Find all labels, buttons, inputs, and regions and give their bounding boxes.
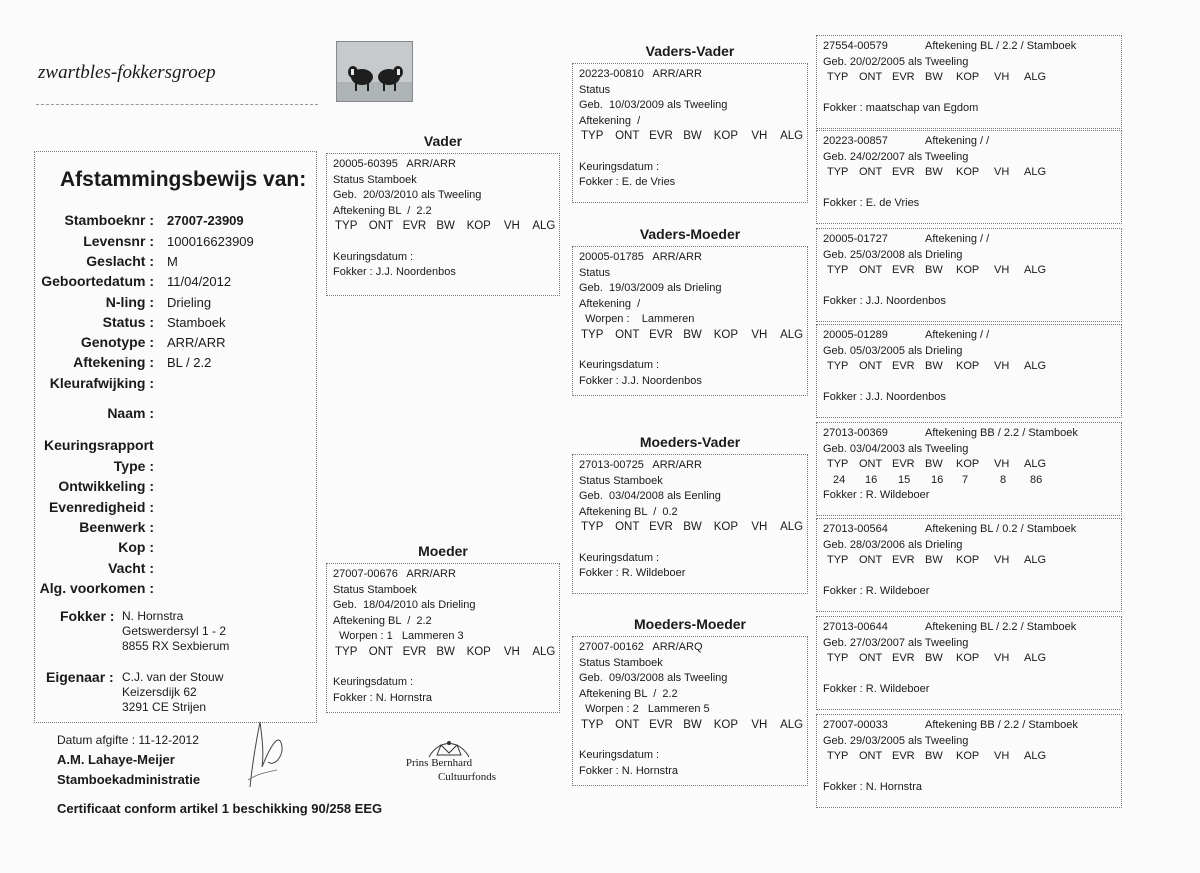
score-header: KOP bbox=[956, 71, 980, 83]
field-label: Kleurafwijking : bbox=[49, 375, 154, 391]
score-header: BW bbox=[683, 328, 702, 341]
pedigree-card bbox=[572, 246, 808, 396]
score-header: BW bbox=[925, 360, 943, 372]
keuring-label: Type : bbox=[113, 458, 154, 474]
field-value: ARR/ARR bbox=[167, 335, 226, 350]
score-header: KOP bbox=[466, 220, 491, 232]
score-header: ALG bbox=[532, 645, 556, 658]
pedigree-card bbox=[572, 454, 808, 594]
ggp-id-row bbox=[823, 232, 1121, 248]
ggp-aftekening: Aftekening / / bbox=[925, 329, 990, 341]
field-label: Aftekening : bbox=[73, 354, 154, 370]
card-line: Status bbox=[579, 83, 611, 96]
keuring-label: Alg. voorkomen : bbox=[39, 580, 154, 596]
card-line: Fokker : R. Wildeboer bbox=[579, 567, 686, 579]
score-header: TYP bbox=[581, 521, 604, 533]
eigenaar-label: Eigenaar : bbox=[46, 669, 114, 685]
ggp-id: 27007-00033 bbox=[823, 719, 888, 731]
score-header: ALG bbox=[780, 521, 804, 533]
score-header: ALG bbox=[1024, 264, 1047, 276]
card-line: Fokker : E. de Vries bbox=[579, 176, 676, 188]
keuring-label: Kop : bbox=[118, 539, 154, 555]
score-header: KOP bbox=[956, 360, 980, 372]
ggp-id-row bbox=[823, 620, 1121, 636]
ggp-id: 20223-00857 bbox=[823, 135, 888, 147]
score-header: VH bbox=[503, 645, 520, 658]
score-header: EVR bbox=[892, 166, 915, 178]
card-line: Aftekening / bbox=[579, 297, 641, 310]
card-line: Fokker : J.J. Noordenbos bbox=[333, 266, 456, 278]
score-header: VH bbox=[751, 130, 768, 142]
card-line: Aftekening BL / 2.2 bbox=[333, 204, 432, 217]
ggp-aftekening: Aftekening BL / 2.2 / Stamboek bbox=[925, 621, 1077, 633]
card-line: Keuringsdatum : bbox=[579, 359, 660, 371]
score-header: BW bbox=[925, 458, 943, 470]
score-value: 7 bbox=[962, 473, 969, 486]
score-header: ALG bbox=[1024, 71, 1047, 83]
stamp-line1: Prins Bernhard bbox=[405, 757, 473, 769]
pedigree-card bbox=[572, 636, 808, 786]
administrator-name: A.M. Lahaye-Meijer bbox=[57, 752, 175, 767]
score-header: TYP bbox=[335, 220, 358, 232]
score-header: TYP bbox=[581, 328, 604, 341]
keuring-label: Vacht : bbox=[108, 560, 154, 576]
score-header: VH bbox=[751, 521, 768, 533]
fokker-label: Fokker : bbox=[60, 608, 115, 624]
score-header: ALG bbox=[780, 130, 804, 142]
score-header: EVR bbox=[892, 264, 915, 276]
stamp-line2: Cultuurfonds bbox=[437, 771, 497, 783]
card-line: Aftekening / bbox=[579, 114, 641, 127]
score-header: VH bbox=[994, 750, 1010, 762]
score-header: ONT bbox=[859, 264, 883, 276]
ggp-fokker: Fokker : E. de Vries bbox=[823, 196, 920, 209]
ggp-id-row bbox=[823, 328, 1121, 344]
naam-label: Naam : bbox=[107, 405, 154, 421]
score-header-row bbox=[823, 70, 1121, 86]
ggp-id: 27013-00644 bbox=[823, 621, 888, 633]
keuring-label: Ontwikkeling : bbox=[58, 478, 154, 494]
ggp-id: 27013-00564 bbox=[823, 523, 888, 535]
score-header: ONT bbox=[859, 554, 883, 566]
field-label: Stamboeknr : bbox=[64, 212, 154, 228]
score-header: ALG bbox=[780, 718, 804, 731]
card-line: Worpen : Lammeren bbox=[579, 313, 695, 325]
ggp-id-row bbox=[823, 134, 1121, 150]
field-label: Levensnr : bbox=[83, 233, 154, 249]
score-header-row bbox=[823, 749, 1121, 765]
score-header: ALG bbox=[1024, 554, 1047, 566]
ggp-aftekening: Aftekening / / bbox=[925, 135, 990, 147]
ggp-fokker: Fokker : R. Wildeboer bbox=[823, 489, 930, 501]
card-line bbox=[333, 660, 559, 675]
cultuurfonds-stamp bbox=[394, 735, 509, 805]
ggp-id-row bbox=[823, 39, 1121, 55]
signature-icon bbox=[242, 712, 292, 797]
card-line bbox=[579, 343, 807, 358]
field-label: N-ling : bbox=[105, 294, 154, 310]
score-header: ONT bbox=[368, 220, 394, 232]
score-header: BW bbox=[925, 554, 943, 566]
fokker-line: N. Hornstra bbox=[122, 609, 184, 623]
ggp-fokker: Fokker : J.J. Noordenbos bbox=[823, 390, 946, 403]
score-value: 16 bbox=[931, 473, 944, 486]
generation-title: Vaders-Moeder bbox=[639, 226, 741, 242]
score-header: VH bbox=[503, 220, 520, 232]
ggp-fokker: Fokker : maatschap van Egdom bbox=[823, 101, 979, 114]
card-line: Status bbox=[579, 266, 611, 279]
ggp-id: 20005-01289 bbox=[823, 329, 888, 341]
score-header: ALG bbox=[1024, 458, 1047, 470]
score-header-row bbox=[333, 219, 559, 235]
ggp-aftekening: Aftekening BL / 2.2 / Stamboek bbox=[925, 40, 1077, 52]
eigenaar-address bbox=[122, 670, 223, 715]
ggp-geboorte: Geb. 24/02/2007 als Tweeling bbox=[823, 150, 969, 163]
score-header: KOP bbox=[956, 166, 980, 178]
card-line bbox=[579, 145, 807, 160]
score-value-row bbox=[823, 375, 1121, 390]
sheep-logo bbox=[336, 41, 413, 102]
keuring-label: Evenredigheid : bbox=[48, 499, 154, 515]
card-line: Status Stamboek bbox=[579, 656, 663, 669]
score-header-row bbox=[579, 718, 807, 734]
score-header: KOP bbox=[956, 750, 980, 762]
great-grandparent-card bbox=[816, 518, 1122, 612]
score-value-row bbox=[823, 569, 1121, 584]
card-line: Geb. 18/04/2010 als Drieling bbox=[333, 599, 476, 611]
score-header: ONT bbox=[859, 652, 883, 664]
score-header: VH bbox=[994, 360, 1010, 372]
score-header: ONT bbox=[859, 71, 883, 83]
score-header: TYP bbox=[827, 71, 849, 83]
ggp-geboorte: Geb. 25/03/2008 als Drieling bbox=[823, 248, 963, 261]
field-label: Geboortedatum : bbox=[41, 273, 154, 289]
ggp-id-row bbox=[823, 718, 1121, 734]
score-header: VH bbox=[751, 718, 768, 731]
card-line: 27007-00676 ARR/ARR bbox=[333, 568, 456, 580]
score-value-row bbox=[823, 279, 1121, 294]
score-header: TYP bbox=[827, 458, 849, 470]
ggp-geboorte: Geb. 20/02/2005 als Tweeling bbox=[823, 55, 969, 68]
field-label: Geslacht : bbox=[86, 253, 154, 269]
ggp-id: 27013-00369 bbox=[823, 427, 888, 439]
page-title: Afstammingsbewijs van: bbox=[60, 168, 307, 191]
certificate-note: Certificaat conform artikel 1 beschikking 90/258 EEG bbox=[57, 801, 383, 816]
score-header: ALG bbox=[1024, 360, 1047, 372]
score-header: BW bbox=[683, 521, 702, 533]
card-line: Geb. 03/04/2008 als Eenling bbox=[579, 490, 721, 502]
fokker-address bbox=[122, 609, 229, 654]
score-value: 86 bbox=[1030, 473, 1043, 486]
score-header: ONT bbox=[615, 328, 640, 341]
score-header: TYP bbox=[827, 360, 849, 372]
score-header: ONT bbox=[859, 166, 883, 178]
ggp-geboorte: Geb. 29/03/2005 als Tweeling bbox=[823, 734, 969, 747]
score-header: ALG bbox=[532, 220, 556, 232]
score-value-row bbox=[823, 473, 1121, 489]
eigenaar-line: C.J. van der Stouw bbox=[122, 670, 224, 684]
score-header: EVR bbox=[892, 750, 915, 762]
score-header: ONT bbox=[859, 458, 883, 470]
score-header: TYP bbox=[827, 264, 849, 276]
score-header: KOP bbox=[713, 328, 739, 341]
card-line: Keuringsdatum : bbox=[579, 160, 660, 173]
score-header: TYP bbox=[581, 130, 604, 142]
card-line: Status Stamboek bbox=[333, 173, 417, 186]
score-header-row bbox=[823, 263, 1121, 279]
field-value: 100016623909 bbox=[167, 234, 254, 249]
score-header: EVR bbox=[649, 718, 673, 731]
fokker-line: 8855 RX Sexbierum bbox=[122, 639, 230, 653]
score-header: KOP bbox=[956, 264, 980, 276]
field-label: Status : bbox=[102, 314, 154, 330]
ggp-fokker: Fokker : R. Wildeboer bbox=[823, 584, 930, 597]
score-header: ALG bbox=[1024, 166, 1047, 178]
score-value: 16 bbox=[865, 473, 878, 486]
field-value: Stamboek bbox=[167, 315, 226, 330]
great-grandparent-card bbox=[816, 616, 1122, 710]
score-header: KOP bbox=[956, 554, 980, 566]
score-header: TYP bbox=[827, 652, 849, 664]
score-header: KOP bbox=[466, 645, 491, 658]
card-line: Fokker : J.J. Noordenbos bbox=[579, 374, 702, 387]
score-header: ONT bbox=[859, 750, 883, 762]
ggp-geboorte: Geb. 05/03/2005 als Drieling bbox=[823, 344, 963, 357]
score-header: EVR bbox=[892, 360, 915, 372]
score-value-row bbox=[823, 86, 1121, 101]
score-header: EVR bbox=[892, 71, 915, 83]
score-header: VH bbox=[994, 554, 1010, 566]
fokker-line: Getswerdersyl 1 - 2 bbox=[122, 624, 227, 638]
score-header-row bbox=[823, 553, 1121, 569]
great-grandparent-card bbox=[816, 714, 1122, 808]
datum-afgifte: Datum afgifte : 11-12-2012 bbox=[57, 733, 199, 747]
score-header: ONT bbox=[615, 521, 640, 533]
score-header: VH bbox=[994, 71, 1010, 83]
card-line bbox=[579, 733, 807, 748]
score-value: 8 bbox=[1000, 473, 1007, 486]
keuringsrapport-heading: Keuringsrapport bbox=[44, 437, 154, 453]
great-grandparent-card bbox=[816, 324, 1122, 418]
score-header: KOP bbox=[956, 458, 980, 470]
score-header: VH bbox=[994, 264, 1010, 276]
card-line: Keuringsdatum : bbox=[579, 551, 660, 564]
score-header: BW bbox=[925, 264, 943, 276]
score-header: ONT bbox=[859, 360, 883, 372]
card-line: Keuringsdatum : bbox=[579, 749, 660, 761]
score-header: ALG bbox=[780, 328, 804, 341]
ggp-geboorte: Geb. 03/04/2003 als Tweeling bbox=[823, 442, 969, 455]
administrator-org: Stamboekadministratie bbox=[57, 772, 201, 787]
score-header: BW bbox=[436, 220, 455, 232]
card-line: Aftekening BL / 2.2 bbox=[579, 687, 678, 700]
score-header: KOP bbox=[713, 521, 739, 533]
score-header: VH bbox=[994, 652, 1010, 664]
score-header: TYP bbox=[335, 645, 358, 658]
score-header: ALG bbox=[1024, 750, 1047, 762]
score-header-row bbox=[823, 651, 1121, 667]
field-label: Genotype : bbox=[80, 334, 154, 350]
score-value-row bbox=[823, 765, 1121, 780]
score-header: ONT bbox=[615, 718, 640, 731]
pedigree-card bbox=[326, 153, 560, 296]
card-line: Aftekening BL / 0.2 bbox=[579, 505, 678, 518]
card-line: Geb. 10/03/2009 als Tweeling bbox=[579, 99, 728, 111]
card-line: Keuringsdatum : bbox=[333, 676, 414, 688]
card-line: Keuringsdatum : bbox=[333, 250, 414, 263]
ggp-fokker: Fokker : N. Hornstra bbox=[823, 780, 923, 793]
score-header: EVR bbox=[402, 220, 427, 232]
score-header: ONT bbox=[615, 130, 640, 142]
eigenaar-line: Keizersdijk 62 bbox=[122, 685, 197, 699]
ggp-aftekening: Aftekening BB / 2.2 / Stamboek bbox=[925, 427, 1078, 439]
great-grandparent-card bbox=[816, 422, 1122, 516]
generation-title: Moeders-Moeder bbox=[633, 616, 747, 632]
card-line: Geb. 20/03/2010 als Tweeling bbox=[333, 189, 482, 201]
score-header: VH bbox=[994, 458, 1010, 470]
generation-title: Moeders-Vader bbox=[639, 434, 741, 450]
card-line: 20223-00810 ARR/ARR bbox=[579, 68, 702, 80]
score-header: BW bbox=[925, 71, 943, 83]
score-header-row bbox=[823, 165, 1121, 181]
generation-title: Vaders-Vader bbox=[645, 43, 735, 59]
score-header: EVR bbox=[402, 645, 427, 658]
score-header: EVR bbox=[892, 652, 915, 664]
card-line: Geb. 19/03/2009 als Drieling bbox=[579, 282, 722, 294]
score-header: EVR bbox=[649, 328, 673, 341]
score-header: BW bbox=[436, 645, 455, 658]
score-header: TYP bbox=[827, 750, 849, 762]
card-line: Worpen : 1 Lammeren 3 bbox=[333, 630, 464, 642]
field-value: BL / 2.2 bbox=[167, 355, 212, 370]
score-header: TYP bbox=[827, 554, 849, 566]
card-line: 20005-01785 ARR/ARR bbox=[579, 251, 702, 263]
card-line: Status Stamboek bbox=[579, 474, 663, 487]
generation-title: Vader bbox=[423, 133, 463, 149]
ggp-id: 27554-00579 bbox=[823, 40, 888, 52]
ggp-geboorte: Geb. 27/03/2007 als Tweeling bbox=[823, 636, 969, 649]
card-line: 20005-60395 ARR/ARR bbox=[333, 158, 456, 170]
score-header: EVR bbox=[649, 130, 673, 142]
card-line: Fokker : N. Hornstra bbox=[333, 691, 433, 704]
score-header: EVR bbox=[892, 458, 915, 470]
ggp-id: 20005-01727 bbox=[823, 233, 888, 245]
card-line: Fokker : N. Hornstra bbox=[579, 764, 679, 777]
ggp-aftekening: Aftekening BB / 2.2 / Stamboek bbox=[925, 719, 1078, 731]
brand-underline bbox=[36, 104, 318, 105]
score-header: BW bbox=[925, 652, 943, 664]
card-line bbox=[333, 235, 559, 250]
card-line bbox=[579, 536, 807, 551]
great-grandparent-card bbox=[816, 130, 1122, 224]
pedigree-card bbox=[326, 563, 560, 713]
generation-title: Moeder bbox=[418, 543, 468, 559]
score-header: EVR bbox=[649, 521, 673, 533]
score-header-row bbox=[333, 645, 559, 661]
score-header: VH bbox=[751, 328, 768, 341]
score-header: ONT bbox=[368, 645, 394, 658]
score-header-row bbox=[823, 457, 1121, 473]
score-header-row bbox=[579, 129, 807, 145]
score-header: TYP bbox=[827, 166, 849, 178]
score-header: ALG bbox=[1024, 652, 1047, 664]
score-header: KOP bbox=[713, 130, 739, 142]
ggp-aftekening: Aftekening / / bbox=[925, 233, 990, 245]
card-line: Geb. 09/03/2008 als Tweeling bbox=[579, 672, 728, 684]
great-grandparent-card bbox=[816, 35, 1122, 129]
ggp-fokker: Fokker : J.J. Noordenbos bbox=[823, 294, 946, 307]
score-header: KOP bbox=[713, 718, 739, 731]
card-line: 27007-00162 ARR/ARQ bbox=[579, 641, 703, 653]
score-value-row bbox=[823, 667, 1121, 682]
keuring-label: Beenwerk : bbox=[79, 519, 154, 535]
score-value: 15 bbox=[898, 473, 911, 486]
eigenaar-line: 3291 CE Strijen bbox=[122, 700, 207, 714]
score-header: BW bbox=[925, 166, 943, 178]
score-header: BW bbox=[683, 718, 702, 731]
brand-name: zwartbles-fokkersgroep bbox=[38, 62, 216, 83]
ggp-fokker: Fokker : R. Wildeboer bbox=[823, 682, 930, 695]
score-header-row bbox=[823, 359, 1121, 375]
score-header-row bbox=[579, 328, 807, 344]
card-line: Status Stamboek bbox=[333, 583, 417, 596]
score-header: EVR bbox=[892, 554, 915, 566]
score-header: TYP bbox=[581, 718, 604, 731]
card-line: Aftekening BL / 2.2 bbox=[333, 614, 432, 627]
ggp-geboorte: Geb. 28/03/2006 als Drieling bbox=[823, 538, 963, 551]
score-header: BW bbox=[925, 750, 943, 762]
score-header: BW bbox=[683, 130, 702, 142]
field-value: Drieling bbox=[167, 295, 212, 310]
field-value: 27007-23909 bbox=[167, 213, 244, 228]
score-value: 24 bbox=[833, 473, 846, 486]
card-line: 27013-00725 ARR/ARR bbox=[579, 459, 702, 471]
pedigree-card bbox=[572, 63, 808, 203]
card-line: Worpen : 2 Lammeren 5 bbox=[579, 703, 710, 715]
ggp-id-row bbox=[823, 522, 1121, 538]
ggp-id-row bbox=[823, 426, 1121, 442]
field-value: 11/04/2012 bbox=[167, 274, 232, 289]
great-grandparent-card bbox=[816, 228, 1122, 322]
field-value: M bbox=[167, 254, 178, 269]
score-header-row bbox=[579, 520, 807, 536]
score-value-row bbox=[823, 181, 1121, 196]
ggp-aftekening: Aftekening BL / 0.2 / Stamboek bbox=[925, 523, 1077, 535]
score-header: VH bbox=[994, 166, 1010, 178]
score-header: KOP bbox=[956, 652, 980, 664]
